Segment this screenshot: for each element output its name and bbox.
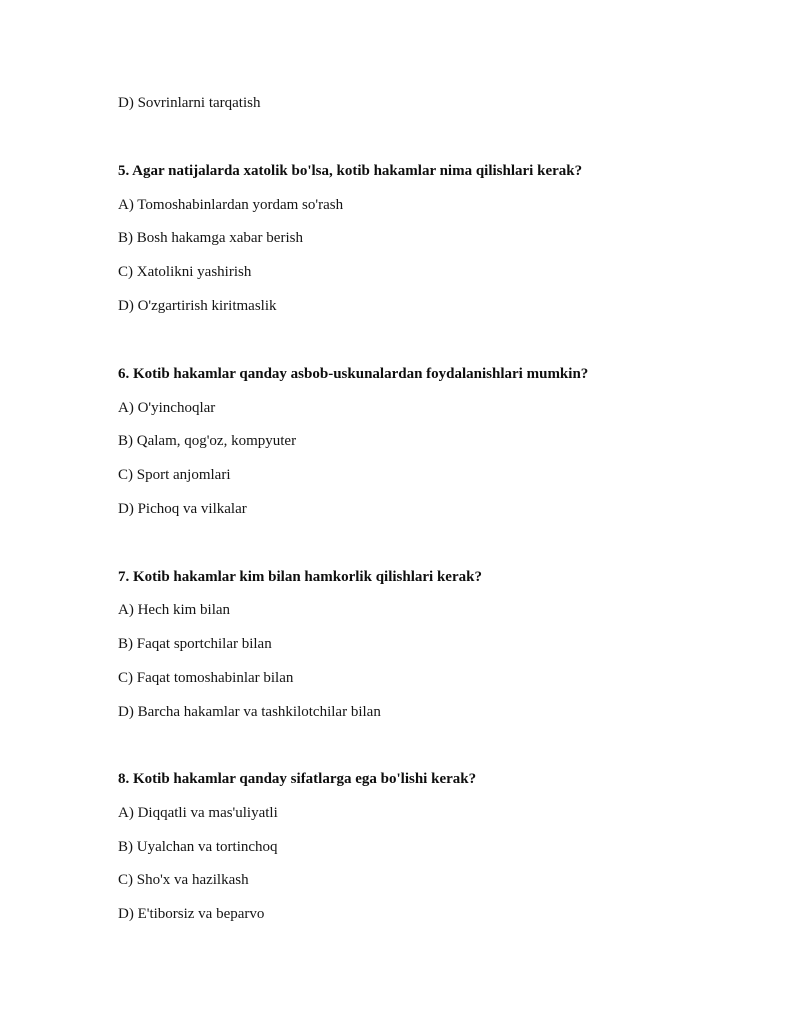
option-d-q8: D) E'tiborsiz va beparvo [118,906,265,922]
option-c-q7: C) Faqat tomoshabinlar bilan [118,670,294,686]
option-b-q7: B) Faqat sportchilar bilan [118,636,272,652]
option-c-q6: C) Sport anjomlari [118,467,231,483]
question-6: 6. Kotib hakamlar qanday asbob-uskunalardan foydalanishlari mumkin? [118,366,589,382]
option-b-q5: B) Bosh hakamga xabar berish [118,230,303,246]
option-a-q6: A) O'yinchoqlar [118,400,216,416]
option-a-q8: A) Diqqatli va mas'uliyatli [118,805,278,821]
question-5: 5. Agar natijalarda xatolik bo'lsa, kotib hakamlar nima qilishlari kerak? [118,163,583,179]
question-7: 7. Kotib hakamlar kim bilan hamkorlik qilishlari kerak? [118,569,482,585]
option-b-q6: B) Qalam, qog'oz, kompyuter [118,433,297,449]
option-a-q5: A) Tomoshabinlardan yordam so'rash [118,197,344,213]
option-d-q5: D) O'zgartirish kiritmaslik [118,298,277,314]
question-8: 8. Kotib hakamlar qanday sifatlarga ega bo'lishi kerak? [118,771,477,787]
option-a-q7: A) Hech kim bilan [118,602,231,618]
option-d-q7: D) Barcha hakamlar va tashkilotchilar bilan [118,704,381,720]
option-d-q4: D) Sovrinlarni tarqatish [118,95,261,111]
option-b-q8: B) Uyalchan va tortinchoq [118,839,278,855]
option-c-q8: C) Sho'x va hazilkash [118,872,249,888]
option-c-q5: C) Xatolikni yashirish [118,264,252,280]
option-d-q6: D) Pichoq va vilkalar [118,501,247,517]
